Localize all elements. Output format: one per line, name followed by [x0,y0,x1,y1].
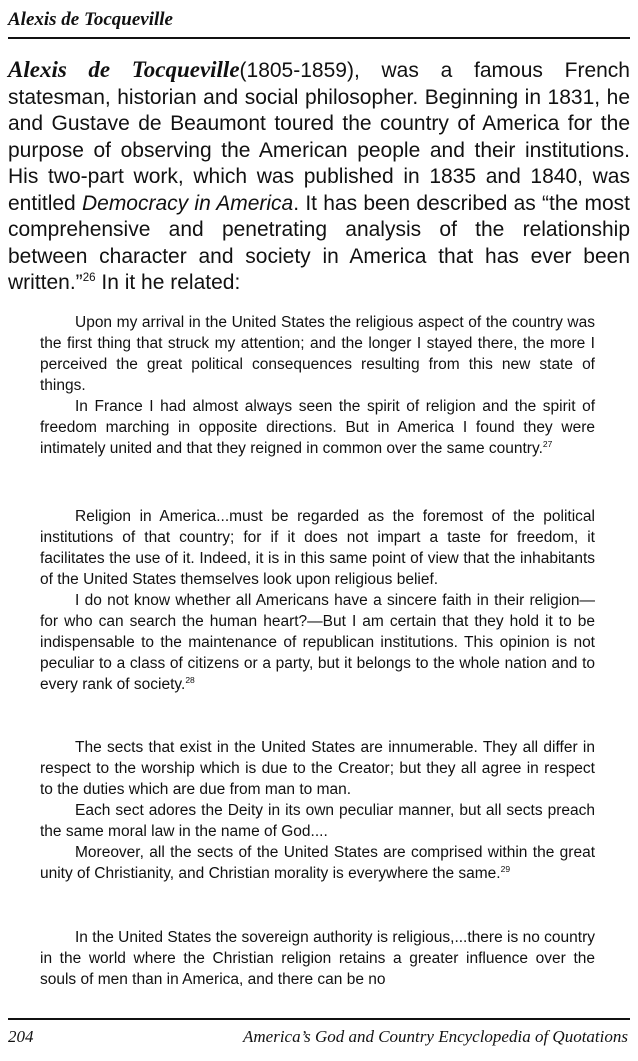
block-quote-4 [40,927,595,990]
running-header: Alexis de Tocqueville [8,9,173,30]
footer-book-title: America’s God and Country Encyclopedia of Quotations [243,1027,628,1046]
intro-paragraph [8,57,630,297]
quote-text: I do not know whether all Americans have a sincere faith in their religion—for who can search the human heart?—But I am certain that they hold it to be indispensable to the maintenance of republican institutions. This opinion is not peculiar to a class of citizens or a party, but it belongs to the whole nation and to every rank of society. [40,592,595,693]
quote-text: Moreover, all the sects of the United States are comprised within the great unity of Christianity, and Christian morality is everywhere the same. [40,844,595,882]
footnote-ref: 26 [82,272,96,284]
block-quote-2 [40,506,595,695]
quote-text: In France I had almost always seen the spirit of religion and the spirit of freedom marching in opposite directions. But in America I found they were intimately united and that they reigned in common over the same country. [40,398,595,457]
page-number: 204 [8,1027,34,1046]
quote-paragraph: Religion in America...must be regarded as the foremost of the political institutions of that country; for if it does not impart a taste for freedom, it facilitates the use of it. Indeed, it is in this same point of view that the inhabitants of the United States themselves look upon religious belief. [40,508,595,588]
footnote-ref: 28 [185,674,195,685]
footnote-ref: 27 [542,438,553,449]
footer-rule [8,1018,630,1020]
author-name: Alexis de Tocqueville [8,57,240,82]
quote-paragraph: The sects that exist in the United States are innumerable. They all differ in respect to the worship which is due to the Creator; but they all agree in respect to the duties which are due from man to man. [40,739,595,798]
quote-paragraph: In the United States the sovereign authority is religious,...there is no country in the world where the Christian religion retains a greater influence over the souls of men than in America, and there can be no [40,929,595,988]
quote-paragraph [40,842,595,884]
intro-text-1: (1805-1859), was a famous French statesman, historian and social philosopher. Beginning in 1831, he and Gustave de Beaumont toured the country of America for the purpose of observing the American people and their institutions. His two-part work, which was published in 1835 and 1840, was entitled [8,59,630,215]
footnote-ref: 29 [500,863,511,874]
intro-text-2: . It has been described as “the most comprehensive and penetrating analysis of the relationship between character and society in America that has ever been written.” [8,191,630,294]
block-quote-3 [40,737,595,884]
block-quote-1 [40,312,595,459]
quote-paragraph: Each sect adores the Deity in its own peculiar manner, but all sects preach the same moral law in the name of God.... [40,802,595,840]
quote-paragraph [40,396,595,459]
header-rule [8,37,630,39]
book-title-italic: Democracy in America [81,191,294,215]
intro-text-3: In it he related: [95,271,241,294]
quote-paragraph: Upon my arrival in the United States the religious aspect of the country was the first thing that struck my attention; and the longer I stayed there, the more I perceived the great political consequences resulting from this new state of things. [40,314,595,394]
quote-paragraph [40,590,595,695]
